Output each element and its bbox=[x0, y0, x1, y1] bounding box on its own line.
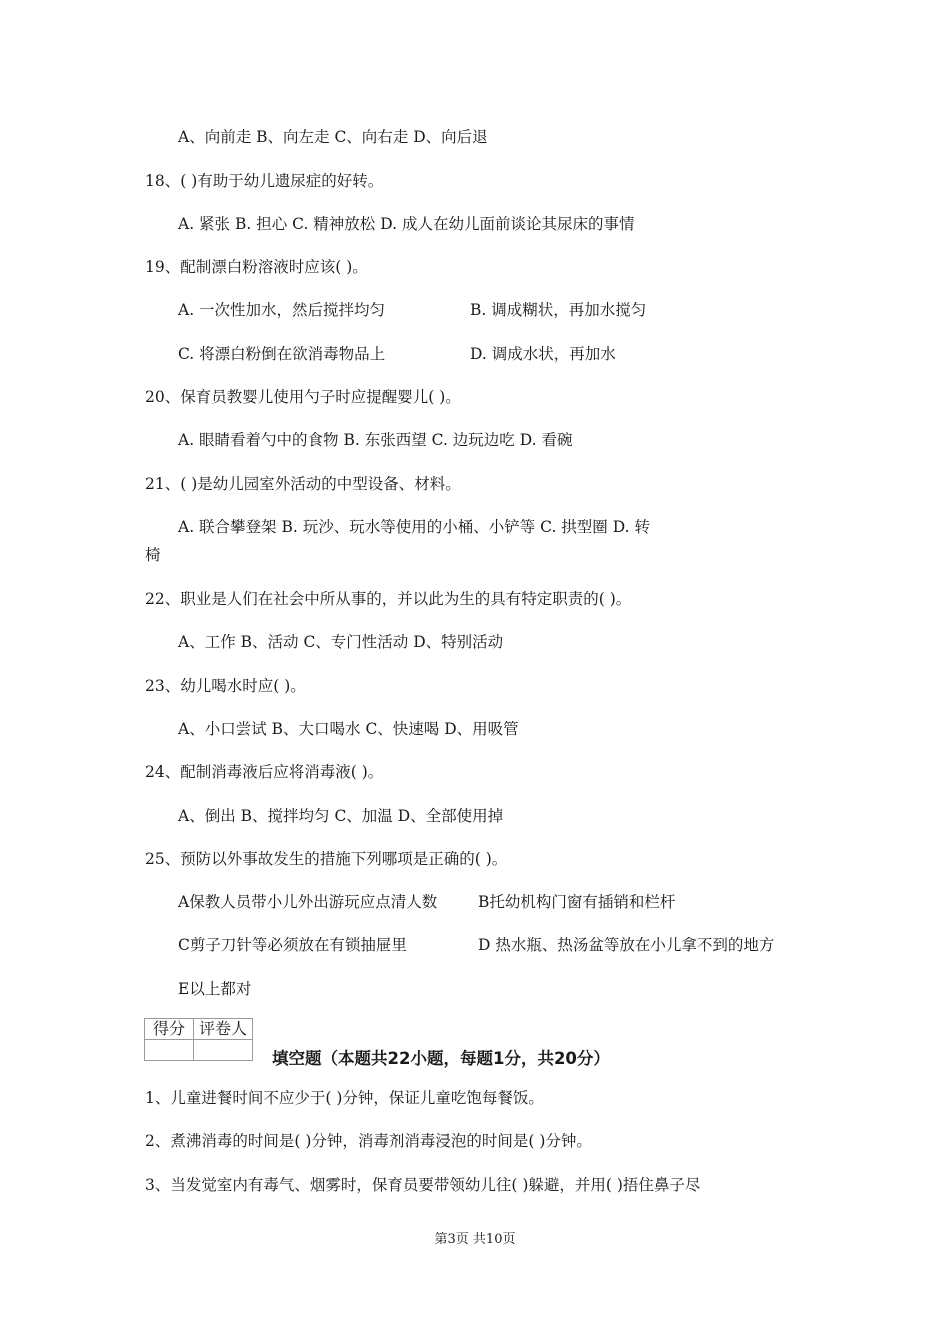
question-19-option-c: C. 将漂白粉倒在欲消毒物品上 bbox=[178, 345, 386, 363]
question-21-options: A. 联合攀登架 B. 玩沙、玩水等使用的小桶、小铲等 C. 拱型圈 D. 转 bbox=[178, 518, 650, 536]
score-label: 得分 bbox=[145, 1019, 194, 1040]
question-17-options: A、向前走 B、向左走 C、向右走 D、向后退 bbox=[178, 128, 488, 146]
question-21-continuation: 椅 bbox=[145, 546, 161, 564]
question-22-options: A、工作 B、活动 C、专门性活动 D、特别活动 bbox=[178, 633, 504, 651]
question-25-option-d: D 热水瓶、热汤盆等放在小儿拿不到的地方 bbox=[478, 936, 775, 954]
question-21-stem: 21、( )是幼儿园室外活动的中型设备、材料。 bbox=[145, 475, 461, 493]
question-20-stem: 20、保育员教婴儿使用勺子时应提醒婴儿( )。 bbox=[145, 388, 461, 406]
question-18-options: A. 紧张 B. 担心 C. 精神放松 D. 成人在幼儿面前谈论其尿床的事情 bbox=[178, 215, 635, 233]
fill-in-question-3: 3、当发觉室内有毒气、烟雾时，保育员要带领幼儿往( )躲避，并用( )捂住鼻子尽 bbox=[145, 1176, 701, 1194]
question-24-stem: 24、配制消毒液后应将消毒液( )。 bbox=[145, 763, 384, 781]
question-19-option-b: B. 调成糊状，再加水搅匀 bbox=[470, 301, 647, 319]
page-footer: 第3页 共10页 bbox=[434, 1232, 516, 1247]
question-25-option-e: E以上都对 bbox=[178, 980, 252, 998]
section-title: 填空题（本题共22小题，每题1分，共20分） bbox=[272, 1049, 610, 1068]
question-25-option-b: B托幼机构门窗有插销和栏杆 bbox=[478, 893, 676, 911]
fill-in-question-2: 2、煮沸消毒的时间是( )分钟，消毒剂消毒浸泡的时间是( )分钟。 bbox=[145, 1132, 592, 1150]
question-25-option-c: C剪子刀针等必须放在有锁抽屉里 bbox=[178, 936, 407, 954]
question-20-options: A. 眼睛看着勺中的食物 B. 东张西望 C. 边玩边吃 D. 看碗 bbox=[178, 431, 573, 449]
question-23-options: A、小口尝试 B、大口喝水 C、快速喝 D、用吸管 bbox=[178, 720, 519, 738]
fill-in-question-1: 1、儿童进餐时间不应少于( )分钟，保证儿童吃饱每餐饭。 bbox=[145, 1089, 544, 1107]
score-box bbox=[144, 1018, 253, 1061]
grader-cell bbox=[194, 1040, 253, 1061]
question-25-stem: 25、预防以外事故发生的措施下列哪项是正确的( )。 bbox=[145, 850, 508, 868]
question-19-stem: 19、配制漂白粉溶液时应该( )。 bbox=[145, 258, 368, 276]
question-23-stem: 23、幼儿喝水时应( )。 bbox=[145, 677, 306, 695]
question-19-option-a: A. 一次性加水，然后搅拌均匀 bbox=[178, 301, 386, 319]
question-25-option-a: A保教人员带小儿外出游玩应点清人数 bbox=[178, 893, 438, 911]
score-cell bbox=[145, 1040, 194, 1061]
question-24-options: A、倒出 B、搅拌均匀 C、加温 D、全部使用掉 bbox=[178, 807, 504, 825]
question-18-stem: 18、( )有助于幼儿遗尿症的好转。 bbox=[145, 172, 384, 190]
question-19-option-d: D. 调成水状，再加水 bbox=[470, 345, 616, 363]
question-22-stem: 22、职业是人们在社会中所从事的，并以此为生的具有特定职责的( )。 bbox=[145, 590, 632, 608]
grader-label: 评卷人 bbox=[194, 1019, 253, 1040]
